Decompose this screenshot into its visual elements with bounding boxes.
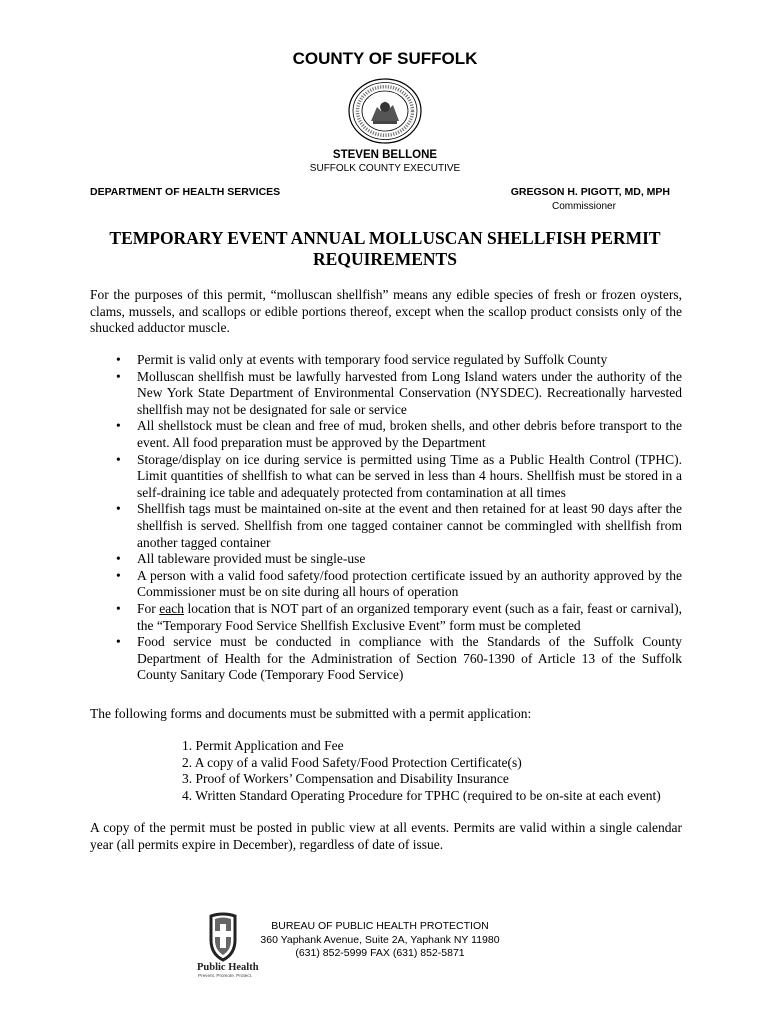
requirement-item: • Storage/display on ice during service is permitted using Time as a Public Health Control (TPHC). Limit quantities of shellfish to what can be served in less than 4 hours. Shellfish must be stored in a self-draining ice table and adequately protected from contamination at all times: [90, 452, 682, 502]
requirement-text-prefix: For: [137, 600, 160, 616]
commissioner-name: GREGSON H. PIGOTT, MD, MPH: [510, 186, 670, 198]
requirement-item: • Food service must be conducted in compliance with the Standards of the Suffolk County Department of Health for the Administration of Section 760-1390 of Article 13 of the Suffolk County Sanitary Code (Temporary Food Service): [90, 634, 682, 684]
executive-name: STEVEN BELLONE: [332, 149, 438, 161]
requirement-text-suffix: location that is NOT part of an organized temporary event (such as a fair, feast or carnival), the “Temporary Food Service Shellfish Exclusive Event” form must be completed: [137, 600, 682, 633]
footer-contact: [250, 920, 510, 961]
required-forms-list: [182, 738, 702, 804]
requirement-item: • Permit is valid only at events with temporary food service regulated by Suffolk County: [90, 352, 682, 369]
logo-tagline: Prevent. Promote. Protect.: [198, 973, 253, 978]
requirements-list: [90, 352, 682, 684]
intro-paragraph: For the purposes of this permit, “molluscan shellfish” means any edible species of fresh or frozen oysters, clams, mussels, and scallops or edible portions thereof, except when the scallop product consists only of the shucked adductor muscle.: [90, 287, 682, 335]
commissioner-title: Commissioner: [552, 201, 616, 212]
requirement-item: • All tableware provided must be single-use: [90, 551, 682, 568]
document-title: [90, 228, 680, 270]
form-item: 3. Proof of Workers’ Compensation and Disability Insurance: [182, 771, 509, 786]
requirement-item: • A person with a valid food safety/food protection certificate issued by an authority approved by the Commissioner must be on site during all hours of operation: [90, 568, 682, 601]
form-item: 2. A copy of a valid Food Safety/Food Protection Certificate(s): [182, 754, 522, 770]
requirement-item: [90, 601, 682, 634]
requirement-item: • Molluscan shellfish must be lawfully harvested from Long Island waters under the authority of the New York State Department of Environmental Conservation (NYSDEC). Recreationally harvested shellfish may not be designated for sale or service: [90, 369, 682, 419]
county-title: COUNTY OF SUFFOLK: [292, 49, 478, 68]
bureau-name: BUREAU OF PUBLIC HEALTH PROTECTION: [271, 920, 489, 932]
form-item: 4. Written Standard Operating Procedure for TPHC (required to be on-site at each event): [182, 787, 661, 803]
forms-intro: The following forms and documents must be submitted with a permit application:: [90, 706, 532, 721]
closing-paragraph: A copy of the permit must be posted in public view at all events. Permits are valid within a single calendar year (all permits expire in December), regardless of date of issue.: [90, 820, 682, 852]
bureau-address: 360 Yaphank Avenue, Suite 2A, Yaphank NY 11980: [260, 933, 500, 946]
bureau-phone: (631) 852-5999 FAX (631) 852-5871: [295, 947, 465, 960]
department-name: DEPARTMENT OF HEALTH SERVICES: [90, 186, 281, 198]
requirement-item: • All shellstock must be clean and free of mud, broken shells, and other debris before transport to the event. All food preparation must be approved by the Department: [90, 418, 682, 451]
form-item: 1. Permit Application and Fee: [182, 738, 344, 753]
document-title-line-2: REQUIREMENTS: [313, 249, 457, 269]
executive-title: SUFFOLK COUNTY EXECUTIVE: [309, 163, 461, 174]
county-seal-icon: [347, 77, 423, 145]
document-title-line-1: TEMPORARY EVENT ANNUAL MOLLUSCAN SHELLFISH PERMIT: [109, 228, 661, 248]
logo-text: Public Health: [197, 962, 259, 973]
requirement-item: • Shellfish tags must be maintained on-site at the event and then retained for at least 90 days after the shellfish is served. Shellfish from one tagged container cannot be commingled with shellfish from another tagged container: [90, 501, 682, 551]
requirement-underlined-word: each: [159, 600, 184, 616]
